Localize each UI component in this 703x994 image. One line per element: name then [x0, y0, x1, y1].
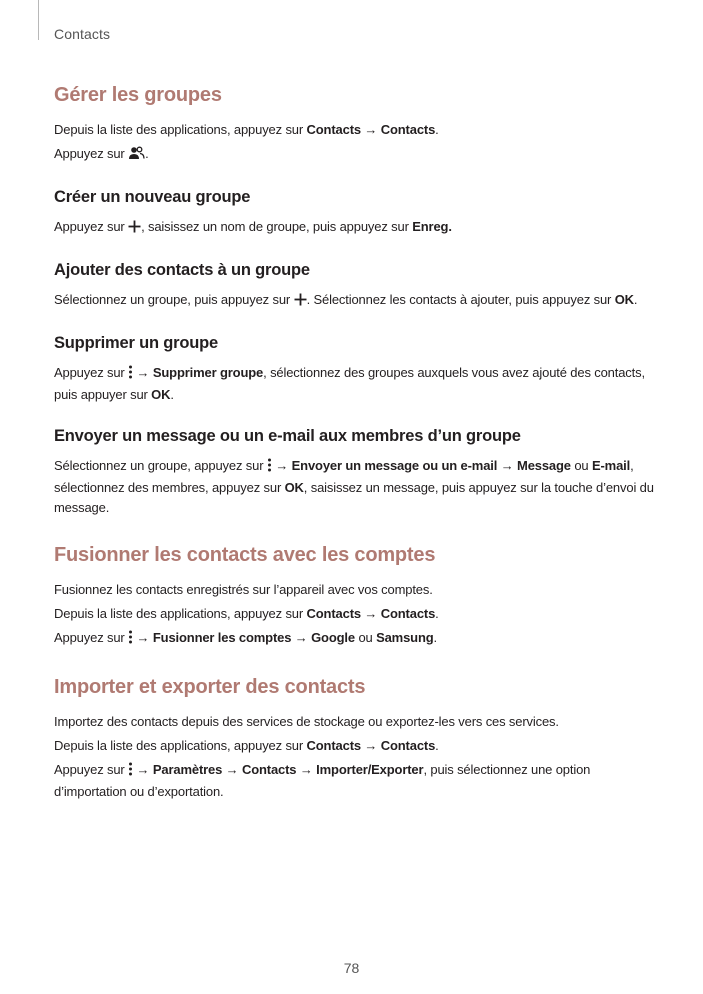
- margin-rule: [38, 0, 39, 40]
- arrow-text: →: [133, 762, 153, 777]
- arrow-text: →: [291, 630, 312, 645]
- subsection-title: Supprimer un groupe: [54, 334, 218, 352]
- bold-term: Contacts: [306, 606, 361, 621]
- text: , saisissez un nom de groupe, puis appuyez sur: [141, 219, 413, 234]
- arrow-text: →: [133, 630, 153, 645]
- section-title: Gérer les groupes: [54, 84, 222, 106]
- text: .: [433, 630, 438, 645]
- bold-term: Supprimer groupe: [152, 365, 264, 380]
- bold-term: Message: [517, 458, 571, 473]
- section-title: Importer et exporter des contacts: [54, 676, 366, 698]
- arrow-text: →: [222, 762, 242, 777]
- paragraph: [54, 120, 654, 140]
- text: .: [435, 606, 439, 621]
- bold-term: Contacts: [306, 122, 361, 137]
- arrow-text: →: [497, 458, 518, 473]
- text: .: [435, 122, 439, 137]
- text: Sélectionnez un groupe, puis appuyez sur: [54, 292, 294, 307]
- section-title: Fusionner les contacts avec les comptes: [54, 544, 436, 566]
- text: Appuyez sur: [54, 630, 129, 645]
- bold-term: OK: [151, 387, 171, 402]
- bold-term: Contacts: [380, 122, 436, 137]
- section-create-group: [54, 186, 654, 239]
- page-content: [54, 80, 654, 822]
- text: .: [633, 292, 638, 307]
- section-add-contacts: [54, 259, 654, 312]
- arrow-text: →: [360, 738, 381, 753]
- bold-term: E-mail: [591, 458, 631, 473]
- text: Sélectionnez un groupe, appuyez sur: [54, 458, 267, 473]
- section-send-message: [54, 425, 654, 518]
- bold-term: OK: [284, 480, 304, 495]
- paragraph: [54, 290, 654, 312]
- text: .: [145, 146, 149, 161]
- text: .: [170, 387, 174, 402]
- paragraph: Fusionnez les contacts enregistrés sur l’appareil avec vos comptes.: [54, 582, 433, 597]
- section-manage-groups: [54, 80, 654, 166]
- plus-icon: [128, 219, 141, 239]
- arrow-text: →: [360, 606, 381, 621]
- text: Depuis la liste des applications, appuyez sur: [54, 738, 307, 753]
- text: Depuis la liste des applications, appuyez sur: [54, 122, 307, 137]
- bold-term: Contacts: [380, 606, 436, 621]
- bold-term: Envoyer un message ou un e-mail: [291, 458, 498, 473]
- text: Appuyez sur: [54, 365, 129, 380]
- paragraph: [54, 217, 654, 239]
- text: , saisissez un message, puis appuyez sur la touche d’envoi du message.: [54, 480, 654, 515]
- section-merge-contacts: [54, 540, 654, 650]
- text: .: [435, 738, 439, 753]
- subsection-title: Créer un nouveau groupe: [54, 188, 251, 206]
- bold-term: OK: [614, 292, 634, 307]
- text: ou: [570, 458, 592, 473]
- arrow-text: →: [360, 122, 381, 137]
- paragraph: [54, 736, 654, 756]
- groups-icon: [128, 146, 145, 166]
- section-delete-group: [54, 332, 654, 405]
- text: ou: [354, 630, 377, 645]
- bold-term: Paramètres: [152, 762, 223, 777]
- section-import-export: [54, 672, 654, 802]
- paragraph: Importez des contacts depuis des services de stockage ou exportez-les vers ces services.: [54, 714, 559, 729]
- subsection-title: Ajouter des contacts à un groupe: [54, 261, 310, 279]
- text: Appuyez sur: [54, 146, 129, 161]
- paragraph: [54, 628, 654, 650]
- text: Appuyez sur: [54, 219, 129, 234]
- paragraph: [54, 760, 654, 802]
- bold-term: Contacts: [241, 762, 297, 777]
- text: , sélectionnez des groupes auxquels vous avez ajouté des contacts, puis appuyer sur: [54, 365, 645, 402]
- text: , sélectionnez des membres, appuyez sur: [54, 458, 634, 495]
- bold-term: Google: [311, 630, 355, 645]
- bold-term: Samsung: [376, 630, 434, 645]
- text: . Sélectionnez les contacts à ajouter, puis appuyez sur: [306, 292, 615, 307]
- plus-icon: [294, 292, 307, 312]
- text: Depuis la liste des applications, appuyez sur: [54, 606, 307, 621]
- text: Appuyez sur: [54, 762, 129, 777]
- bold-term: Enreg.: [412, 219, 452, 234]
- subsection-title: Envoyer un message ou un e-mail aux membres d’un groupe: [54, 427, 521, 445]
- arrow-text: →: [271, 458, 292, 473]
- paragraph: [54, 363, 654, 405]
- bold-term: Fusionner les comptes: [152, 630, 292, 645]
- text: , puis sélectionnez une option d’importation ou d’exportation.: [54, 762, 591, 799]
- paragraph: [54, 456, 654, 518]
- running-header: Contacts: [54, 26, 111, 42]
- bold-term: Contacts: [306, 738, 361, 753]
- arrow-text: →: [133, 365, 153, 380]
- bold-term: Importer/Exporter: [316, 762, 424, 777]
- paragraph: [54, 604, 654, 624]
- page-number: 78: [343, 960, 360, 976]
- arrow-text: →: [296, 762, 317, 777]
- paragraph: [54, 144, 654, 166]
- bold-term: Contacts: [380, 738, 436, 753]
